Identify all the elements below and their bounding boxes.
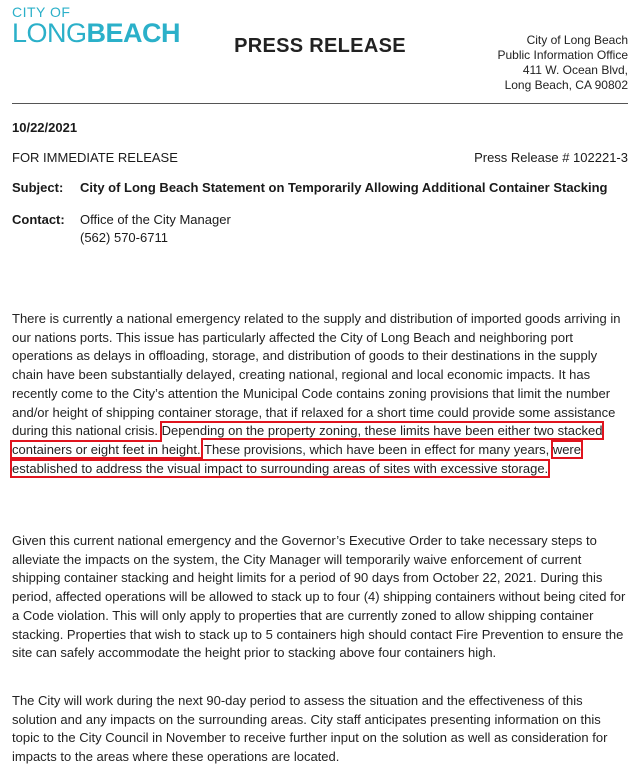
contact-name: Office of the City Manager bbox=[80, 212, 231, 227]
logo-city-of: CITY OF bbox=[12, 4, 71, 20]
immediate-release-label: FOR IMMEDIATE RELEASE bbox=[12, 150, 178, 165]
body-paragraph-3: The City will work during the next 90-day period to assess the situation and the effectiveness of this solution and any impacts on the surrounding areas. City staff anticipates presenting information on this topic to the City Council in November to receive further input on the solution as well as consideration for impacts to the areas where these operations are located. bbox=[12, 693, 608, 765]
release-date: 10/22/2021 bbox=[12, 120, 78, 135]
body-paragraph-2: Given this current national emergency and the Governor’s Executive Order to take necessary steps to alleviate the impacts on the system, the City Manager will temporarily waive enforcement of current shipping container stacking and height limits for a period of 90 days from October 22, 2021. During this period, affected operations will be allowed to stack up to four (4) shipping containers without being cited for a Code violation. This will only apply to properties that are currently zoned to allow shipping container stacking. Properties that wish to stack up to 5 containers high should contact Fire Prevention to ensure the site can safely accommodate the height prior to stacking above four containers high. bbox=[12, 533, 626, 661]
subject-text: City of Long Beach Statement on Temporarily Allowing Additional Container Stacking bbox=[80, 180, 608, 195]
header-divider bbox=[12, 103, 628, 104]
body-paragraph-1 bbox=[12, 310, 630, 478]
contact-row bbox=[12, 211, 231, 247]
paragraph-text: These provisions, which have been in effect for many years, bbox=[204, 441, 550, 457]
office-line: City of Long Beach bbox=[526, 33, 628, 47]
office-line: Long Beach, CA 90802 bbox=[504, 78, 628, 92]
subject-label: Subject: bbox=[12, 180, 64, 195]
subject-row bbox=[12, 180, 628, 195]
logo-long: LONG bbox=[12, 18, 87, 48]
press-release-title: PRESS RELEASE bbox=[234, 35, 406, 57]
office-line: 411 W. Ocean Blvd, bbox=[522, 63, 628, 77]
contact-details bbox=[80, 211, 231, 247]
press-release-number: Press Release # 102221-3 bbox=[474, 150, 628, 165]
contact-label: Contact: bbox=[12, 212, 65, 227]
office-line: Public Information Office bbox=[497, 48, 628, 62]
contact-phone: (562) 570-6711 bbox=[80, 230, 168, 245]
office-address bbox=[497, 33, 628, 93]
highlighted-text: were established to address the visual impact to surrounding areas of sites with excessive storage. bbox=[12, 441, 581, 476]
highlighted-text: Depending on the property zoning, these limits have been either two stacked containers or eight feet in height. bbox=[12, 423, 603, 457]
release-info-row bbox=[12, 150, 628, 165]
paragraph-text: There is currently a national emergency related to the supply and distribution of imported goods arriving in our nations ports. This issue has particularly affected the City of Long Beach and neighboring port operations as delays in offloading, storage, and distribution of goods to their destinations in the supply chain have been substantially delayed, creating national, regional and local economic impacts. It has recently come to the City’s attention the Municipal Code contains zoning provisions that limit the number and/or height of shipping container storage, that if relaxed for a short time could provide some assistance during this national crisis. bbox=[12, 311, 621, 439]
logo-beach: BEACH bbox=[86, 18, 181, 48]
